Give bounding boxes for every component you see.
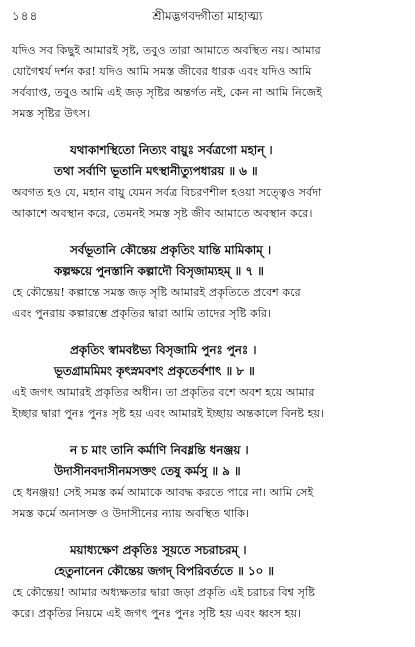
verse-6 bbox=[12, 140, 403, 182]
translation-line: অবগত হও যে, মহান বায়ু যেমন সর্বত্র বিচরণশীল হওয়া সত্ত্বেও সর্বদা bbox=[12, 186, 322, 199]
verse-line: হেতুনানেন কৌন্তেয় জগদ্ বিপরিবর্ততে ॥ ১০ ॥ bbox=[54, 564, 274, 578]
translation-10 bbox=[12, 582, 403, 624]
running-title: শ্রীমদ্ভগবদ্গীতা মাহাত্ম্য bbox=[152, 9, 263, 23]
intro-line: যদিও সব কিছুই আমারই সৃষ্ট, তবুও তারা আমাতে অবস্থিত নয়। আমার bbox=[12, 44, 321, 57]
verse-line: প্রকৃতিং স্বামবষ্টভ্য বিসৃজামি পুনঃ পুনঃ । bbox=[70, 343, 257, 357]
translation-6 bbox=[12, 182, 403, 224]
translation-line: ইচ্ছার দ্বারা পুনঃ পুনঃ সৃষ্ট হয় এবং আমারই ইচ্ছায় অন্তকালে বিনষ্ট হয়। bbox=[12, 407, 325, 420]
spacer bbox=[12, 124, 403, 140]
intro-paragraph bbox=[12, 40, 403, 124]
translation-8 bbox=[12, 382, 403, 424]
verse-line: ভূতগ্রামমিমং কৃৎস্নমবশং প্রকৃতের্বশাৎ ॥ ৮ ॥ bbox=[54, 364, 255, 378]
intro-line: যোগৈশ্বর্য দর্শন কর! যদিও আমি সমস্ত জীবের ধারক এবং যদিও আমি bbox=[12, 65, 312, 78]
verse-line: সর্বভূতানি কৌন্তেয় প্রকৃতিং যান্তি মামিকাম্ । bbox=[70, 243, 272, 257]
translation-line: হে কৌন্তেয়! আমার অধ্যক্ষতার দ্বারা জড়া প্রকৃতি এই চরাচর বিশ্ব সৃষ্টি bbox=[12, 586, 315, 599]
translation-line: করে। প্রকৃতির নিয়মে এই জগৎ পুনঃ পুনঃ সৃষ্টি হয় এবং ধ্বংস হয়। bbox=[12, 607, 302, 620]
spacer bbox=[12, 324, 403, 340]
spacer bbox=[12, 424, 403, 440]
verse-9 bbox=[12, 440, 403, 482]
intro-line: সর্বব্যাপ্ত, তবুও আমি এই জড় সৃষ্টির অন্তর্গত নই, কেন না আমি নিজেই bbox=[12, 86, 323, 99]
verse-10 bbox=[12, 540, 403, 582]
page-header bbox=[12, 6, 403, 26]
translation-line: আকাশে অবস্থান করে, তেমনই সমস্ত সৃষ্ট জীব আমাতে অবস্থান করে। bbox=[12, 207, 313, 220]
translation-line: সমস্ত কর্মে অনাসক্ত ও উদাসীনের ন্যায় অবস্থিত থাকি। bbox=[12, 507, 250, 520]
verse-8 bbox=[12, 340, 403, 382]
translation-line: এই জগৎ আমারই প্রকৃতির অধীন। তা প্রকৃতির বশে অবশ হয়ে আমার bbox=[12, 386, 315, 399]
translation-line: এবং পুনরায় কল্পারম্ভে প্রকৃতির দ্বারা আমি তাদের সৃষ্টি করি। bbox=[12, 307, 272, 320]
verse-line: ময়াধ্যক্ষেণ প্রকৃতিঃ সূয়তে সচরাচরম্ । bbox=[70, 543, 247, 557]
translation-7 bbox=[12, 282, 403, 324]
verse-line: যথাকাশস্থিতো নিত্যং বায়ুঃ সর্বত্রগো মহান্ । bbox=[70, 143, 273, 157]
translation-line: হে কৌন্তেয়! কল্পান্তে সমস্ত জড় সৃষ্টি আমারই প্রকৃতিতে প্রবেশ করে bbox=[12, 286, 301, 299]
verse-7 bbox=[12, 240, 403, 282]
verse-line: তথা সর্বাণি ভূতানি মৎস্থানীত্যুপধারয় ॥ ৬ ॥ bbox=[54, 164, 258, 178]
page-number: ১৪৪ bbox=[12, 9, 39, 23]
verse-line: ন চ মাং তানি কর্মাণি নিবধ্নন্তি ধনঞ্জয় । bbox=[70, 443, 249, 457]
translation-line: হে ধনঞ্জয়! সেই সমস্ত কর্ম আমাকে আবদ্ধ করতে পারে না। আমি সেই bbox=[12, 486, 314, 499]
intro-line: সমস্ত সৃষ্টির উৎস। bbox=[12, 107, 91, 120]
spacer bbox=[12, 524, 403, 540]
verse-line: কল্পক্ষয়ে পুনস্তানি কল্পাদৌ বিসৃজাম্যহম্ ॥ ৭ ॥ bbox=[54, 264, 264, 278]
verse-line: উদাসীনবদাসীনমসক্তং তেষু কর্মসু ॥ ৯ ॥ bbox=[54, 464, 241, 478]
spacer bbox=[12, 224, 403, 240]
translation-9 bbox=[12, 482, 403, 524]
